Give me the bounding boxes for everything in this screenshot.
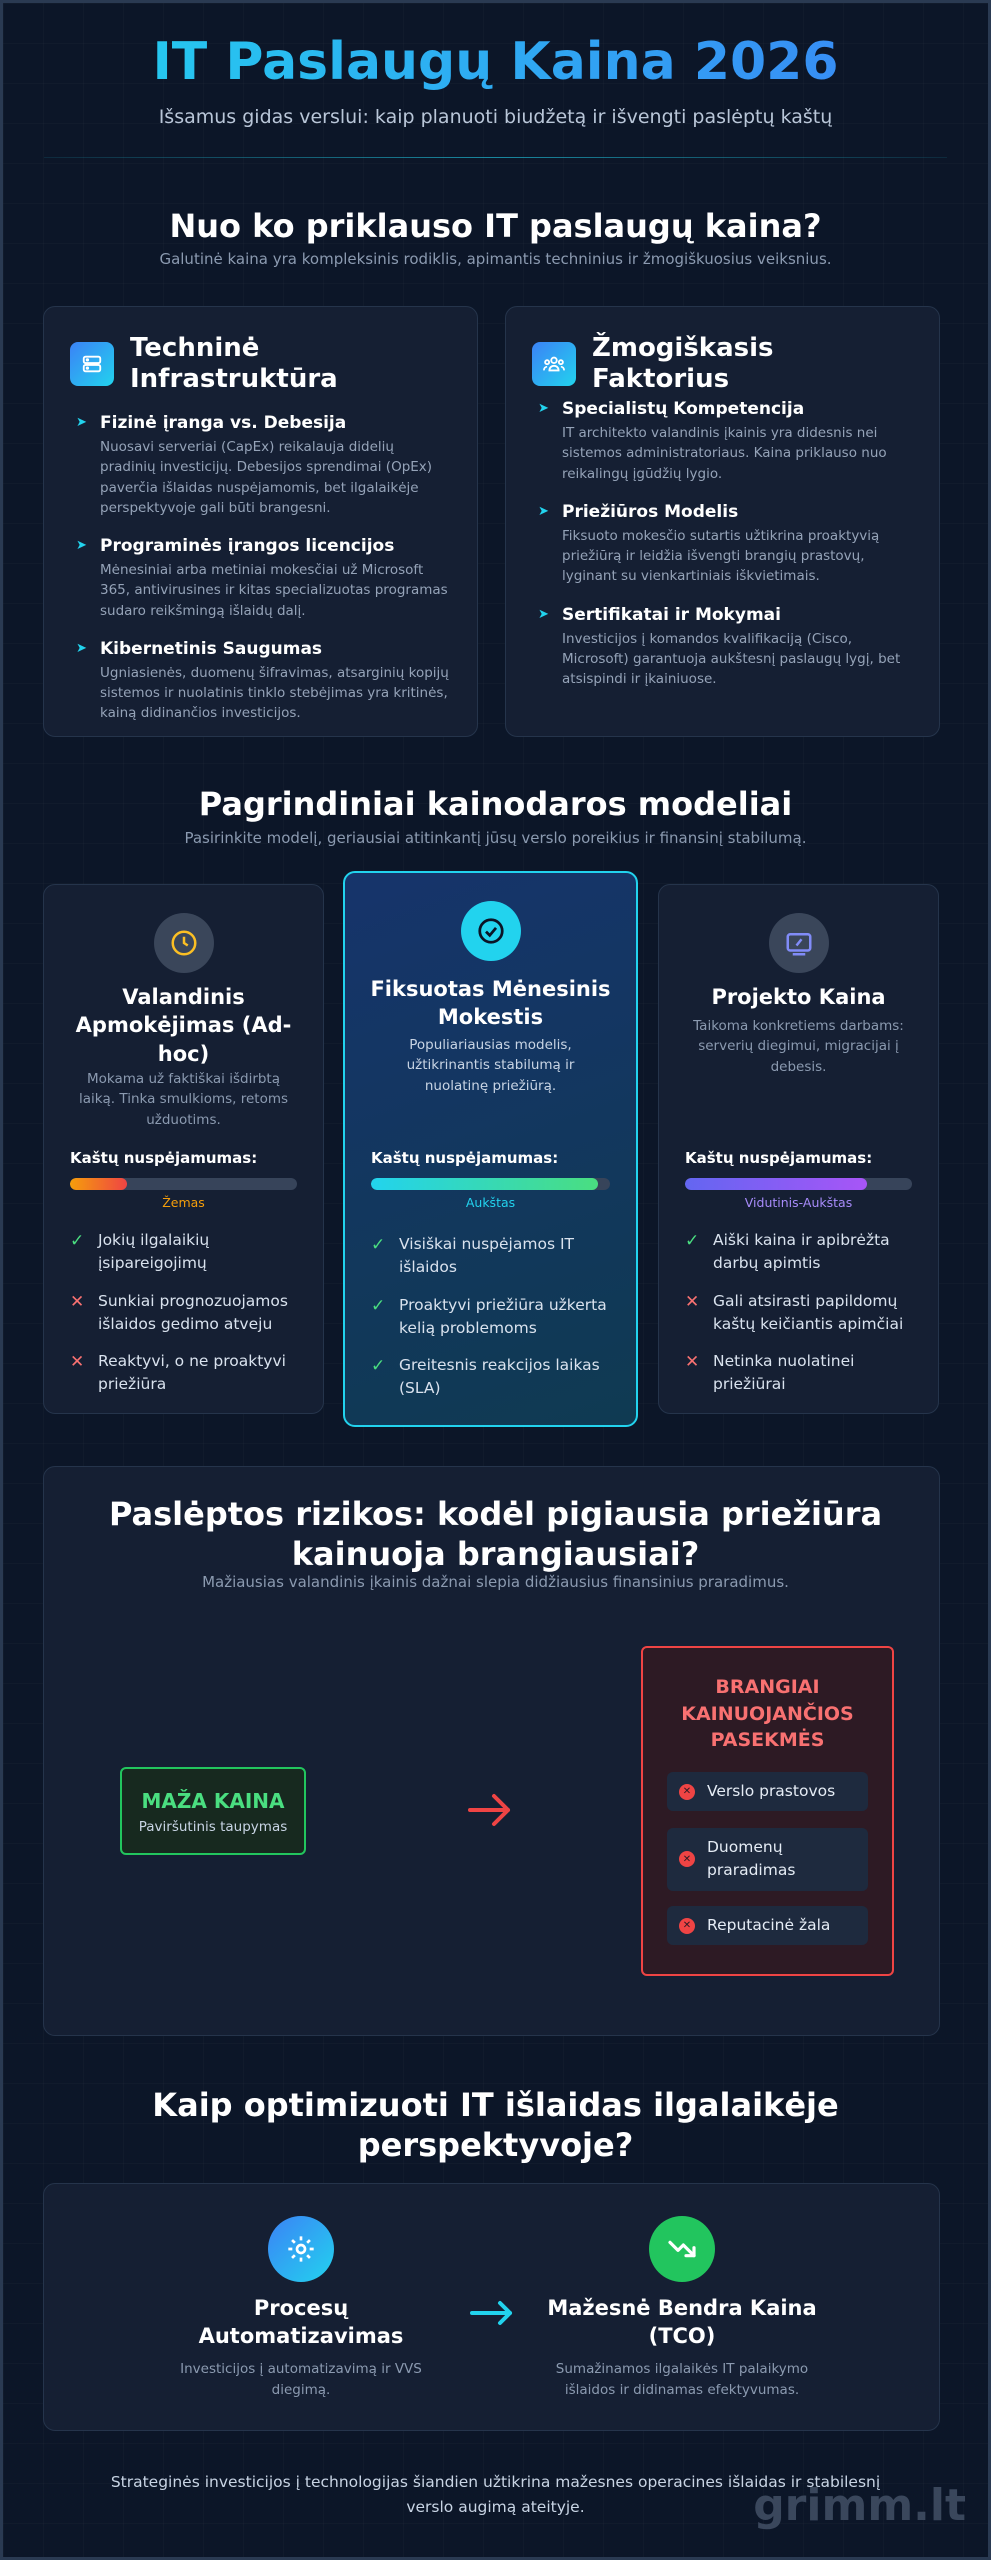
model-card-hourly bbox=[43, 884, 324, 1414]
predictability-fill bbox=[371, 1178, 598, 1190]
chevron-right-icon: ➤ bbox=[76, 640, 87, 656]
list-item: ➤ Kibernetinis Saugumas Ugniasienės, duomenų šifravimas, atsarginių kopijų sistemos ir nuolatinis tinklo stebėjimas yra kritinės, kainą didinančios investicijos. bbox=[76, 638, 449, 722]
models-title: Pagrindiniai kainodaros modeliai bbox=[198, 785, 793, 823]
risks-subtitle: Mažiausias valandinis įkainis dažnai slepia didžiausius finansinius praradimus. bbox=[202, 1573, 789, 1591]
predictability-value: Aukštas bbox=[465, 1195, 516, 1210]
chevron-right-icon: ➤ bbox=[538, 606, 549, 622]
risks-title: Paslėptos rizikos: kodėl pigiausia priežiūra kainuoja brangiausiai? bbox=[108, 1495, 883, 1573]
brand-logo: grimm.lt bbox=[753, 2480, 966, 2531]
consequence-item: ✕ Verslo prastovos bbox=[667, 1772, 868, 1811]
low-price-title: MAŽA KAINA bbox=[141, 1789, 285, 1813]
low-price-subtitle: Paviršutinis taupymas bbox=[138, 1819, 288, 1835]
arrow-right-icon bbox=[468, 2298, 516, 2332]
cross-icon: ✕ bbox=[70, 1291, 85, 1312]
list-item: ✓ Greitesnis reakcijos laikas (SLA) bbox=[371, 1356, 600, 1398]
factors-subtitle: Galutinė kaina yra kompleksinis rodiklis, apimantis techninius ir žmogiškuosius veiksnius. bbox=[159, 250, 832, 268]
team-icon bbox=[532, 342, 576, 386]
page-title: IT Paslaugų Kaina 2026 bbox=[0, 32, 991, 92]
cross-icon: ✕ bbox=[685, 1352, 700, 1372]
page-subtitle: Išsamus gidas verslui: kaip planuoti biudžetą ir išvengti paslėptų kaštų bbox=[158, 106, 833, 128]
list-item: ✕ Sunkiai prognozuojamos išlaidos gedimo atveju bbox=[70, 1291, 288, 1333]
cross-icon: ✕ bbox=[70, 1352, 85, 1372]
list-item: ✓ Visiškai nuspėjamos IT išlaidos bbox=[371, 1235, 574, 1277]
footer-text: Strateginės investicijos į technologijas šiandien užtikrina mažesnes operacines išlaidas ir stabilesnį verslo augimą ateityje. bbox=[110, 2473, 881, 2516]
arrow-right-icon bbox=[466, 1790, 514, 1834]
model-card-fixed bbox=[343, 871, 638, 1427]
model-desc: Mokama už faktiškai išdirbtą laiką. Tinka smulkioms, retoms užduotims. bbox=[78, 1071, 289, 1128]
check-circle-icon bbox=[461, 901, 521, 961]
technical-card bbox=[43, 306, 478, 737]
chevron-right-icon: ➤ bbox=[538, 503, 549, 519]
check-icon: ✓ bbox=[371, 1235, 386, 1255]
model-list bbox=[70, 1229, 303, 1411]
list-item: ✕ Netinka nuolatinei priežiūrai bbox=[685, 1352, 855, 1394]
consequences-title: BRANGIAI KAINUOJANČIOS PASEKMĖS bbox=[681, 1676, 854, 1752]
close-circle-icon: ✕ bbox=[679, 1784, 695, 1800]
project-icon bbox=[769, 913, 829, 973]
predictability-fill bbox=[685, 1178, 867, 1190]
model-card-project bbox=[658, 884, 939, 1414]
check-icon: ✓ bbox=[371, 1356, 386, 1376]
trend-down-icon bbox=[649, 2216, 715, 2282]
predictability-label: Kaštų nuspėjamumas: bbox=[371, 1149, 559, 1167]
model-title: Valandinis Apmokėjimas (Ad-hoc) bbox=[75, 985, 292, 1066]
human-list bbox=[538, 399, 913, 707]
human-card bbox=[505, 306, 940, 737]
consequence-item: ✕ Duomenų praradimas bbox=[667, 1828, 868, 1891]
low-price-box bbox=[120, 1767, 306, 1855]
model-list bbox=[371, 1233, 616, 1415]
consequences-box bbox=[641, 1646, 894, 1976]
optimize-left-title: Procesų Automatizavimas bbox=[198, 2296, 404, 2349]
list-item: ✓ Proaktyvi priežiūra užkerta kelią problemoms bbox=[371, 1295, 607, 1337]
cross-icon: ✕ bbox=[685, 1291, 700, 1312]
model-desc: Taikoma konkretiems darbams: serverių diegimui, migracijai į debesis. bbox=[693, 1018, 904, 1075]
predictability-value: Žemas bbox=[162, 1195, 205, 1210]
list-item: ➤ Fizinė įranga vs. Debesija Nuosavi serveriai (CapEx) reikalauja didelių pradinių investicijų. Debesijos sprendimai (OpEx) paverčia išlaidas nuspėjamomis, bet ilgalaikėje perspektyvoje gali būti brangesni. bbox=[76, 413, 433, 516]
predictability-value: Vidutinis-Aukštas bbox=[744, 1195, 853, 1210]
optimize-right-title: Mažesnė Bendra Kaina (TCO) bbox=[547, 2296, 817, 2349]
list-item: ✕ Gali atsirasti papildomų kaštų keičiantis apimčiai bbox=[685, 1291, 904, 1333]
predictability-bar bbox=[70, 1178, 297, 1190]
clock-icon bbox=[154, 913, 214, 973]
optimize-card bbox=[43, 2183, 940, 2431]
list-item: ➤ Sertifikatai ir Mokymai Investicijos į komandos kvalifikaciją (Cisco, Microsoft) garantuoja aukštesnį paslaugų lygį, bet atsispindi ir įkainiuose. bbox=[538, 604, 901, 687]
consequence-item: ✕ Reputacinė žala bbox=[667, 1906, 868, 1945]
server-icon bbox=[70, 342, 114, 386]
close-circle-icon: ✕ bbox=[679, 1851, 695, 1867]
list-item: ✕ Reaktyvi, o ne proaktyvi priežiūra bbox=[70, 1352, 286, 1394]
optimize-left-desc: Investicijos į automatizavimą ir VVS diegimą. bbox=[180, 2361, 422, 2398]
gear-icon bbox=[268, 2216, 334, 2282]
predictability-bar bbox=[685, 1178, 912, 1190]
model-desc: Populiariausias modelis, užtikrinantis stabilumą ir nuolatinę priežiūrą. bbox=[406, 1037, 575, 1094]
optimize-right-desc: Sumažinamos ilgalaikės IT palaikymo išlaidos ir didinamas efektyvumas. bbox=[555, 2361, 809, 2398]
divider bbox=[44, 157, 947, 158]
close-circle-icon: ✕ bbox=[679, 1918, 695, 1934]
chevron-right-icon: ➤ bbox=[76, 538, 87, 553]
list-item: ➤ Priežiūros Modelis Fiksuoto mokesčio sutartis užtikrina proaktyvią priežiūrą ir leidžia išvengti brangių prastovų, lyginant su vienkartiniais iškvietimais. bbox=[538, 501, 880, 585]
chevron-right-icon: ➤ bbox=[538, 401, 549, 416]
technical-title: Techninė Infrastruktūra bbox=[130, 333, 338, 395]
factors-title: Nuo ko priklauso IT paslaugų kaina? bbox=[169, 207, 822, 245]
predictability-label: Kaštų nuspėjamumas: bbox=[685, 1149, 873, 1167]
model-title: Projekto Kaina bbox=[711, 985, 886, 1009]
model-list bbox=[685, 1229, 918, 1411]
check-icon: ✓ bbox=[371, 1295, 386, 1316]
predictability-label: Kaštų nuspėjamumas: bbox=[70, 1149, 258, 1167]
check-icon: ✓ bbox=[70, 1231, 85, 1251]
list-item: ➤ Programinės įrangos licencijos Mėnesiniai arba metiniai mokesčiai už Microsoft 365, antivirusines ir kitas specializuotas programas sudaro reikšmingą išlaidų dalį. bbox=[76, 536, 448, 619]
list-item: ✓ Aiški kaina ir apibrėžta darbų apimtis bbox=[685, 1231, 890, 1273]
optimize-title: Kaip optimizuoti IT išlaidas ilgalaikėje perspektyvoje? bbox=[152, 2086, 839, 2164]
models-subtitle: Pasirinkite modelį, geriausiai atitinkantį jūsų verslo poreikius ir finansinį stabilumą. bbox=[184, 829, 807, 847]
check-icon: ✓ bbox=[685, 1231, 700, 1251]
chevron-right-icon: ➤ bbox=[76, 415, 87, 430]
human-title: Žmogiškasis Faktorius bbox=[592, 333, 774, 395]
predictability-fill bbox=[70, 1178, 127, 1190]
predictability-bar bbox=[371, 1178, 610, 1190]
list-item: ➤ Specialistų Kompetencija IT architekto valandinis įkainis yra didesnis nei sistemos administratoriaus. Kaina priklauso nuo reikalingų įgūdžių lygio. bbox=[538, 399, 887, 482]
technical-list bbox=[76, 413, 451, 742]
model-title: Fiksuotas Mėnesinis Mokestis bbox=[370, 977, 611, 1030]
list-item: ✓ Jokių ilgalaikių įsipareigojimų bbox=[70, 1231, 210, 1273]
